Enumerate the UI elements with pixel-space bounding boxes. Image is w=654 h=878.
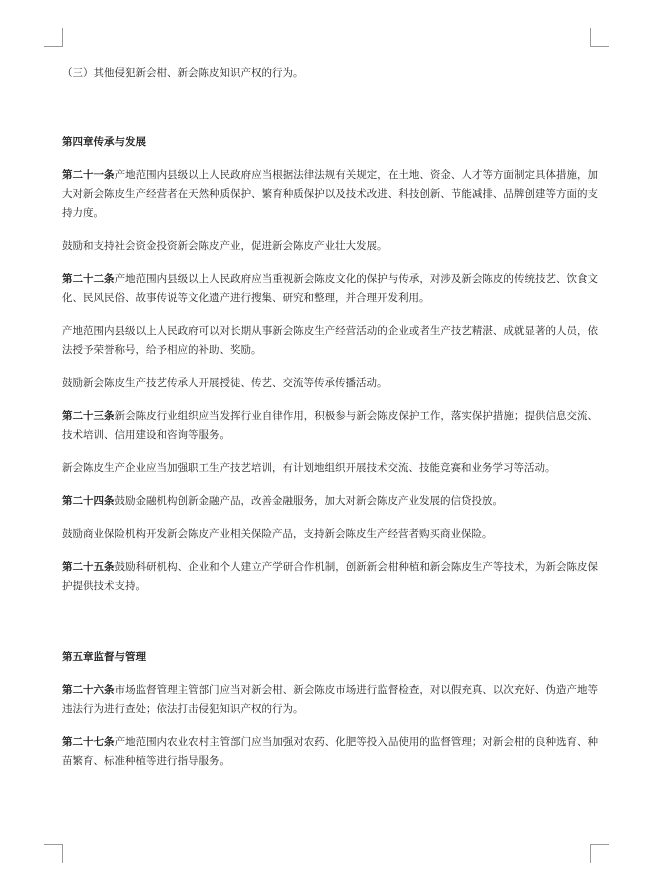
article-27-number: 第二十七条 [62,736,115,748]
crop-mark-top-right [590,28,609,47]
article-26 [62,681,598,719]
article-22-paragraph-2: 产地范围内县级以上人民政府可以对长期从事新会陈皮生产经营活动的企业或者生产技艺精湛、成就显著的人员，依法授予荣誉称号，给予相应的补助、奖励。 [62,325,598,356]
article-23-text: 新会陈皮行业组织应当发挥行业自律作用，积极参与新会陈皮保护工作，落实保护措施；提供信息交流、技术培训、信用建设和咨询等服务。 [62,410,599,441]
article-22-number: 第二十二条 [62,273,115,285]
article-21-paragraph-2: 鼓励和支持社会资金投资新会陈皮产业，促进新会陈皮产业壮大发展。 [62,240,388,252]
crop-mark-bottom-right [590,844,609,863]
article-24-text: 鼓励金融机构创新金融产品，改善金融服务，加大对新会陈皮产业发展的信贷投放。 [114,495,503,507]
article-24-number: 第二十四条 [62,495,115,507]
article-25-text: 鼓励科研机构、企业和个人建立产学研合作机制，创新新会柑种植和新会陈皮生产等技术，为新会陈皮保护提供技术支持。 [62,561,599,592]
article-22 [62,270,598,308]
article-21-number: 第二十一条 [62,169,115,181]
article-25 [62,558,598,596]
article-27-text: 产地范围内农业农村主管部门应当加强对农药、化肥等投入品使用的监督管理；对新会柑的良种选育、种苗繁育、标准种植等进行指导服务。 [62,736,599,767]
crop-mark-top-left [44,28,63,47]
article-21 [62,166,598,223]
article-26-number: 第二十六条 [62,684,115,696]
article-26-text: 市场监督管理主管部门应当对新会柑、新会陈皮市场进行监督检查，对以假充真、以次充好、伪造产地等违法行为进行查处；依法打击侵犯知识产权的行为。 [62,684,599,715]
article-25-number: 第二十五条 [62,561,115,573]
article-21-text: 产地范围内县级以上人民政府应当根据法律法规有关规定，在土地、资金、人才等方面制定具体措施，加大对新会陈皮生产经营者在天然种质保护、繁育种质保护以及技术改进、科技创新、节能减排、品牌创建等方面的支持力度。 [62,169,599,219]
article-23-paragraph-2: 新会陈皮生产企业应当加强职工生产技艺培训，有计划地组织开展技术交流、技能竞赛和业务学习等活动。 [62,462,556,474]
paragraph-item-3: （三）其他侵犯新会柑、新会陈皮知识产权的行为。 [62,67,304,79]
chapter-4-heading: 第四章传承与发展 [62,136,146,148]
article-23 [62,407,598,445]
article-24 [62,492,598,511]
article-23-number: 第二十三条 [62,410,115,422]
document-body [62,64,598,771]
article-22-text: 产地范围内县级以上人民政府应当重视新会陈皮文化的保护与传承，对涉及新会陈皮的传统技艺、饮食文化、民风民俗、故事传说等文化遗产进行搜集、研究和整理，并合理开发利用。 [62,273,599,304]
article-24-paragraph-2: 鼓励商业保险机构开发新会陈皮产业相关保险产品，支持新会陈皮生产经营者购买商业保险。 [62,528,493,540]
article-22-paragraph-3: 鼓励新会陈皮生产技艺传承人开展授徒、传艺、交流等传承传播活动。 [62,377,388,389]
chapter-5-heading: 第五章监督与管理 [62,651,146,663]
article-27 [62,733,598,771]
crop-mark-bottom-left [44,844,63,863]
